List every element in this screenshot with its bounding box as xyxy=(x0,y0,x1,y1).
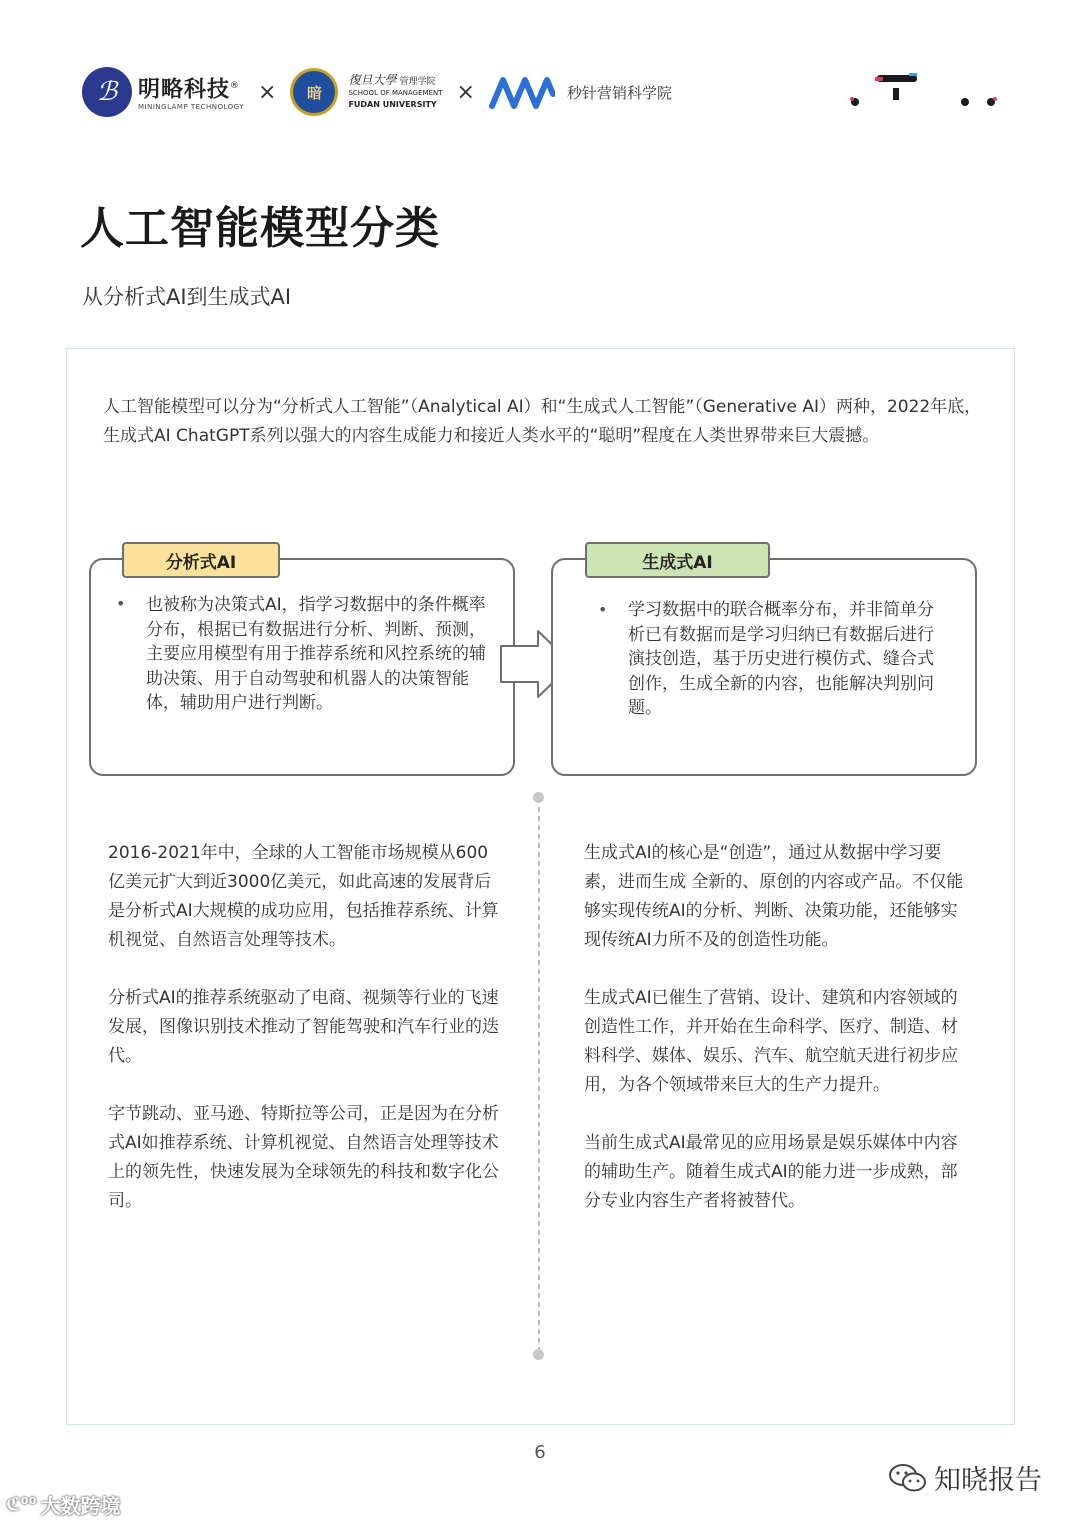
watermark-left-text: 大数跨境 xyxy=(40,1494,121,1518)
divider-dot-top xyxy=(533,792,544,803)
analytical-paragraph-3: 字节跳动、亚马逊、特斯拉等公司，正是因为在分析式AI如推荐系统、计算机视觉、自然语言处理等技术上的领先性，快速发展为全球领先的科技和数字化公司。 xyxy=(108,1104,499,1211)
analytical-ai-description: 也被称为决策式AI，指学习数据中的条件概率分布，根据已有数据进行分析、判断、预测，主要应用模型有用于推荐系统和风控系统的辅助决策、用于自动驾驶和机器人的决策智能体，辅助用户进行判断。 xyxy=(146,595,486,713)
generative-ai-description: 学习数据中的联合概率分布，并非简单分析已有数据而是学习归纳已有数据后进行演技创造，基于历史进行模仿式、缝合式创作，生成全新的内容，也能解决判别问题。 xyxy=(628,600,934,718)
watermark-logo-icon: ℭ⁰⁰ xyxy=(6,1494,37,1515)
analytical-ai-label: 分析式AI xyxy=(122,542,280,578)
watermark-right xyxy=(888,1458,1042,1497)
fudan-dept: 管理学院 xyxy=(399,76,436,87)
generative-column xyxy=(584,839,969,1245)
mininglamp-logo-text xyxy=(138,73,244,111)
decorative-dots xyxy=(845,72,1005,112)
page-title: 人工智能模型分类 xyxy=(80,203,440,254)
mininglamp-subtitle: MININGLAMP TECHNOLOGY xyxy=(138,103,245,112)
mininglamp-name: 明略科技 xyxy=(138,77,231,103)
fudan-university: FUDAN UNIVERSITY xyxy=(348,99,437,109)
bullet-icon: • xyxy=(598,600,608,619)
intro-paragraph: 人工智能模型可以分为“分析式人工智能”（Analytical AI）和“生成式人工智能”（Generative AI）两种，2022年底，生成式AI ChatGPT系列以强大的内容生成能力和接近人类水平的“聪明”程度在人类世界带来巨大震撼。 xyxy=(103,397,982,446)
mininglamp-logo-icon: ℬ xyxy=(82,67,132,117)
analytical-paragraph-1: 2016-2021年中，全球的人工智能市场规模从600亿美元扩大到近3000亿美元，如此高速的发展背后是分析式AI大规模的成功应用，包括推荐系统、计算机视觉、自然语言处理等技术。 xyxy=(108,843,499,950)
times-separator: × xyxy=(258,79,277,105)
fudan-school: SCHOOL OF MANAGEMENT xyxy=(348,88,443,97)
generative-paragraph-1: 生成式AI的核心是“创造”，通过从数据中学习要素，进而生成 全新的、原创的内容或产品。不仅能够实现传统AI的分析、判断、决策功能，还能够实现传统AI力所不及的创造性功能。 xyxy=(584,843,964,950)
column-divider xyxy=(538,798,540,1354)
generative-paragraph-2: 生成式AI已催生了营销、设计、建筑和内容领域的创造性工作，并开始在生命科学、医疗、制造、材料科学、媒体、娱乐、汽车、航空航天进行初步应用，为各个领域带来巨大的生产力提升。 xyxy=(584,988,958,1095)
divider-dot-bottom xyxy=(533,1349,544,1360)
wechat-icon xyxy=(888,1462,928,1494)
watermark-left xyxy=(6,1490,121,1519)
times-separator-2: × xyxy=(456,79,475,105)
generative-ai-label: 生成式AI xyxy=(585,542,770,578)
page-subtitle: 从分析式AI到生成式AI xyxy=(82,285,292,309)
generative-paragraph-3: 当前生成式AI最常见的应用场景是娱乐媒体中内容的辅助生产。随着生成式AI的能力进一步成熟，部分专业内容生产者将被替代。 xyxy=(584,1133,958,1211)
header-logos xyxy=(82,66,672,118)
fudan-seal-icon: 暗 xyxy=(290,68,338,116)
fudan-logo-text xyxy=(348,72,443,110)
fudan-name: 復旦大學 xyxy=(348,72,397,87)
analytical-column xyxy=(108,839,503,1245)
bullet-icon: • xyxy=(116,594,126,613)
miaozhen-logo-icon xyxy=(489,74,555,110)
watermark-right-text: 知晓报告 xyxy=(934,1465,1042,1496)
analytical-paragraph-2: 分析式AI的推荐系统驱动了电商、视频等行业的飞速发展，图像识别技术推动了智能驾驶和汽车行业的迭代。 xyxy=(108,988,499,1066)
page-number: 6 xyxy=(534,1442,546,1463)
registered-mark: ® xyxy=(230,80,241,91)
miaozhen-name: 秒针营销科学院 xyxy=(566,83,672,102)
